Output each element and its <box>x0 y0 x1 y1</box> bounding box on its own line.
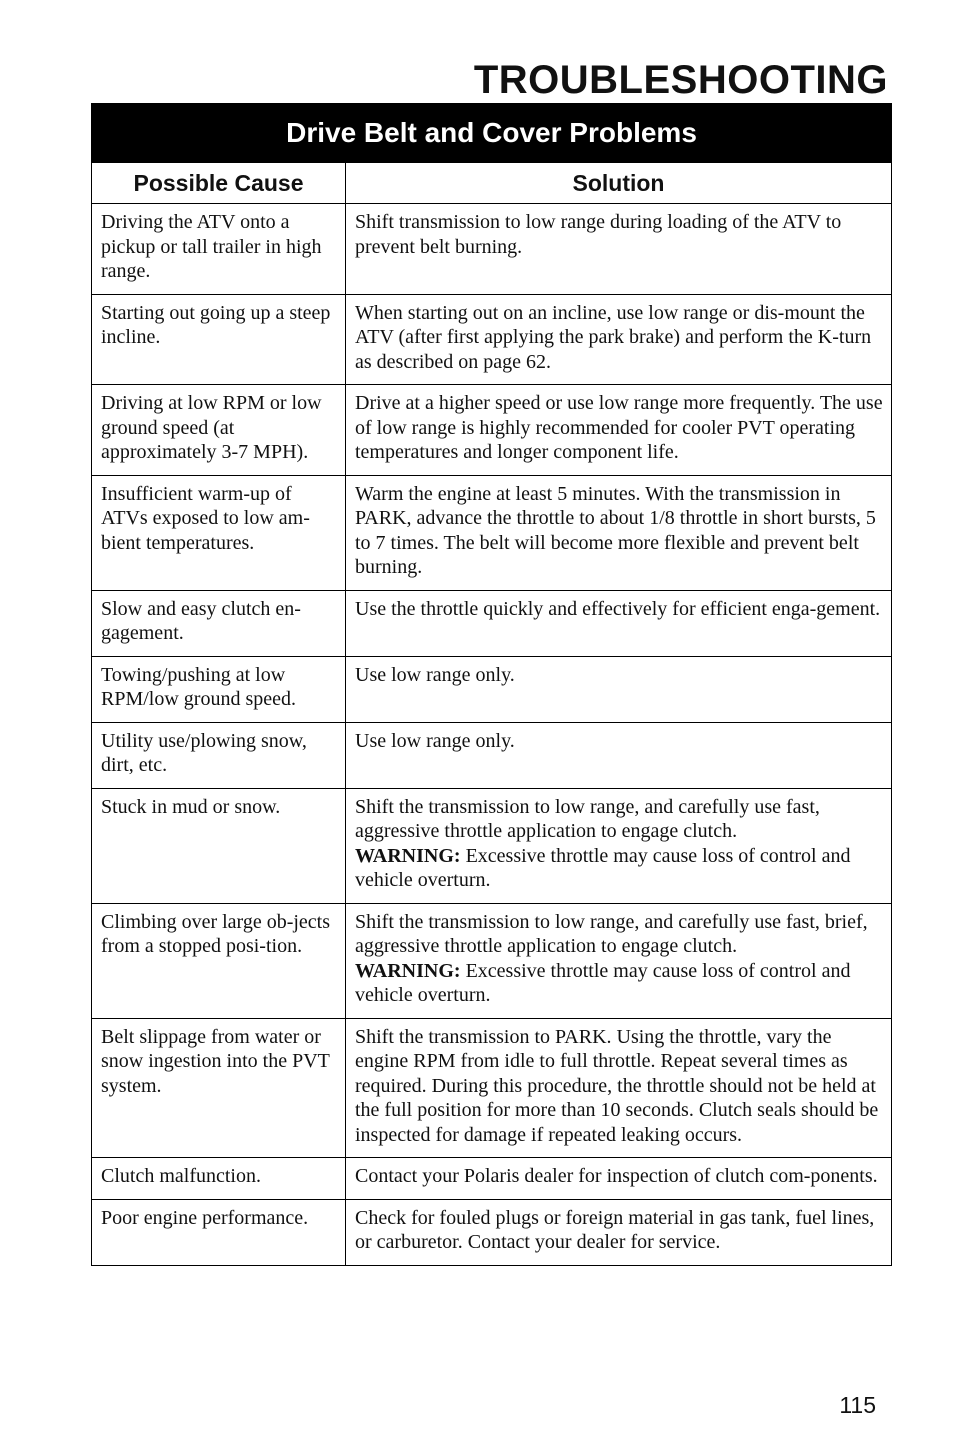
cause-cell: Driving the ATV onto a pickup or tall trailer in high range. <box>92 204 346 295</box>
solution-cell: Use the throttle quickly and effectively for efficient enga-gement. <box>346 590 892 656</box>
cause-cell: Starting out going up a steep incline. <box>92 294 346 385</box>
solution-cell: Shift transmission to low range during loading of the ATV to prevent belt burning. <box>346 204 892 295</box>
table-row <box>92 656 892 722</box>
page-number: 115 <box>839 1392 876 1418</box>
solution-cell <box>346 788 892 903</box>
solution-text: Shift the transmission to low range, and carefully use fast, brief, aggressive throttle application to engage clutch. <box>355 910 868 957</box>
cause-cell: Driving at low RPM or low ground speed (at approximately 3-7 MPH). <box>92 385 346 476</box>
table-title: Drive Belt and Cover Problems <box>92 104 892 163</box>
solution-cell: Use low range only. <box>346 722 892 788</box>
cause-cell: Climbing over large ob-jects from a stopped posi-tion. <box>92 903 346 1018</box>
cause-cell: Clutch malfunction. <box>92 1158 346 1200</box>
cause-cell: Poor engine performance. <box>92 1199 346 1265</box>
table-banner <box>92 104 892 163</box>
warning-label: WARNING: <box>355 844 461 867</box>
table-row <box>92 1158 892 1200</box>
cause-cell: Belt slippage from water or snow ingestion into the PVT system. <box>92 1018 346 1158</box>
cause-cell: Slow and easy clutch en-gagement. <box>92 590 346 656</box>
table-row <box>92 475 892 590</box>
solution-cell: When starting out on an incline, use low range or dis-mount the ATV (after first applying the park brake) and perform the K-turn as described on page 62. <box>346 294 892 385</box>
solution-cell <box>346 903 892 1018</box>
page-header: TROUBLESHOOTING <box>473 58 888 102</box>
table-row <box>92 1018 892 1158</box>
column-header-cause: Possible Cause <box>92 163 346 204</box>
solution-cell: Contact your Polaris dealer for inspection of clutch com-ponents. <box>346 1158 892 1200</box>
cause-cell: Insufficient warm-up of ATVs exposed to low am-bient temperatures. <box>92 475 346 590</box>
cause-cell: Utility use/plowing snow, dirt, etc. <box>92 722 346 788</box>
table-row <box>92 788 892 903</box>
cause-cell: Stuck in mud or snow. <box>92 788 346 903</box>
column-header-row <box>92 163 892 204</box>
table-row <box>92 722 892 788</box>
table-row <box>92 1199 892 1265</box>
column-header-solution: Solution <box>346 163 892 204</box>
warning-label: WARNING: <box>355 959 461 982</box>
warning-text: Excessive throttle may cause loss of control and vehicle overturn. <box>355 844 851 891</box>
solution-cell: Drive at a higher speed or use low range more frequently. The use of low range is highly recommended for cooler PVT operating temperatures and longer component life. <box>346 385 892 476</box>
solution-text: Shift the transmission to low range, and carefully use fast, aggressive throttle application to engage clutch. <box>355 795 820 842</box>
solution-cell: Warm the engine at least 5 minutes. With the transmission in PARK, advance the throttle to about 1/8 throttle in short bursts, 5 to 7 times. The belt will become more flexible and prevent belt burning. <box>346 475 892 590</box>
table-row <box>92 903 892 1018</box>
table-row <box>92 294 892 385</box>
table-row <box>92 590 892 656</box>
solution-cell: Shift the transmission to PARK. Using the throttle, vary the engine RPM from idle to full throttle. Repeat several times as required. During this procedure, the throttle should not be held at the full position for more than 10 seconds. Clutch seals should be inspected for damage if repeated leaking occurs. <box>346 1018 892 1158</box>
table-row <box>92 204 892 295</box>
warning-text: Excessive throttle may cause loss of control and vehicle overturn. <box>355 959 851 1006</box>
cause-cell: Towing/pushing at low RPM/low ground speed. <box>92 656 346 722</box>
troubleshooting-table <box>91 103 892 1266</box>
table-row <box>92 385 892 476</box>
solution-cell: Use low range only. <box>346 656 892 722</box>
solution-cell: Check for fouled plugs or foreign material in gas tank, fuel lines, or carburetor. Contact your dealer for service. <box>346 1199 892 1265</box>
